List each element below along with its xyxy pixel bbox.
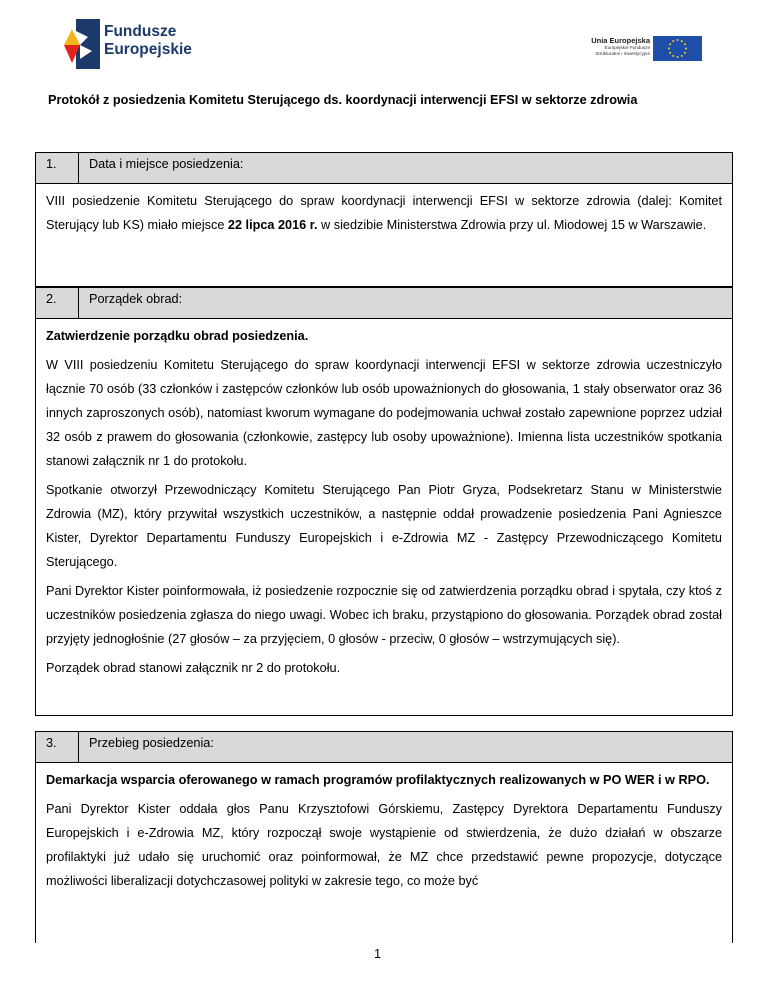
- section-2-header: [36, 288, 732, 319]
- section-3-heading: Demarkacja wsparcia oferowanego w ramach programów profilaktycznych realizowanych w PO WER i w RPO.: [46, 773, 710, 787]
- section-2-content: [36, 319, 732, 680]
- section-2-paragraph-2: Spotkanie otworzył Przewodniczący Komitetu Sterującego Pan Piotr Gryza, Podsekretarz Stanu w Ministerstwie Zdrowia (MZ), który przywitał wszystkich uczestników, a następnie oddał prowadzenie posiedzenia Pani Agnieszce Kister, Dyrektor Departamentu Funduszy Europejskich i e-Zdrowia MZ - Zastępcy Przewodniczącego Komitetu Sterującego.: [46, 483, 722, 569]
- unia-europejska-logo: [586, 36, 702, 62]
- section-2-paragraph-4: Porządek obrad stanowi załącznik nr 2 do protokołu.: [46, 661, 341, 675]
- meeting-date: 22 lipca 2016 r.: [227, 218, 318, 232]
- section-1-text-a: VIII posiedzenie Komitetu Sterującego do spraw koordynacji interwencji EFSI w sektorze zdrowia (dalej: Komitet Sterujący lub KS) miało miejsce: [46, 194, 722, 232]
- ue-logo-title: Unia Europejska: [591, 36, 650, 45]
- section-2-paragraph-3: Pani Dyrektor Kister poinformowała, iż posiedzenie rozpocznie się od zatwierdzenia porządku obrad i spytała, czy ktoś z uczestników posiedzenia zgłasza do niego uwagi. Wobec ich braku, przystąpiono do głosowania. Porządek obrad został przyjęty jednogłośnie (27 głosów – za przyjęciem, 0 głosów - przeciw, 0 głosów – wstrzymujących się).: [46, 584, 722, 646]
- section-3-box: [35, 731, 733, 943]
- section-2-number: 2.: [36, 288, 79, 318]
- section-2-heading: Zatwierdzenie porządku obrad posiedzenia.: [46, 329, 309, 343]
- section-3-content: [36, 763, 732, 893]
- eu-flag-icon: [653, 36, 702, 61]
- section-1-label: Data i miejsce posiedzenia:: [89, 157, 244, 171]
- document-title: Protokół z posiedzenia Komitetu Sterującego ds. koordynacji interwencji EFSI w sektorze zdrowia: [48, 93, 638, 107]
- section-3-number: 3.: [36, 732, 79, 762]
- fe-star-mark-icon: [58, 19, 100, 69]
- section-1-header: [36, 153, 732, 184]
- section-3-label: Przebieg posiedzenia:: [89, 736, 214, 750]
- fe-logo-line2: Europejskie: [104, 41, 192, 58]
- section-1-paragraph: [46, 189, 722, 237]
- section-2-box: [35, 287, 733, 716]
- section-1-content: [36, 184, 732, 237]
- section-2-paragraph-1: W VIII posiedzeniu Komitetu Sterującego do spraw koordynacji interwencji EFSI w sektorze zdrowia uczestniczyło łącznie 70 osób (33 członków i zastępców członków lub osób upoważnionych do głosowania, 1 stały obserwator oraz 36 innych zaproszonych osób), natomiast kworum wymagane do podejmowania uchwał zostało zapewnione poprzez udział 32 osób z prawem do głosowania (członkowie, zastępcy lub osoby upoważnione). Imienna lista uczestników spotkania stanowi załącznik nr 1 do protokołu.: [46, 358, 722, 468]
- ue-logo-sub1: Europejskie Fundusze: [604, 45, 650, 50]
- section-1-text-b: w siedzibie Ministerstwa Zdrowia przy ul. Miodowej 15 w Warszawie.: [317, 218, 707, 232]
- ue-logo-sub2: Strukturalne i Inwestycyjne: [595, 51, 650, 56]
- section-2-label: Porządek obrad:: [89, 292, 183, 306]
- section-1-number: 1.: [36, 153, 79, 183]
- fe-logo-line1: Fundusze: [104, 23, 177, 40]
- page-number: 1: [374, 947, 382, 961]
- section-3-paragraph-1: Pani Dyrektor Kister oddała głos Panu Krzysztofowi Górskiemu, Zastępcy Dyrektora Departamentu Funduszy Europejskich i e-Zdrowia MZ, który rozpoczął swoje wystąpienie od stwierdzenia, że dużo działań w obszarze profilaktyki już udało się uruchomić oraz poinformował, że MZ chce przedstawić pewne propozycje, dotyczące możliwości liberalizacji dotychczasowej polityki w zakresie tego, co może być: [46, 802, 722, 888]
- section-1-box: [35, 152, 733, 287]
- fundusze-europejskie-logo: [58, 19, 198, 71]
- section-3-header: [36, 732, 732, 763]
